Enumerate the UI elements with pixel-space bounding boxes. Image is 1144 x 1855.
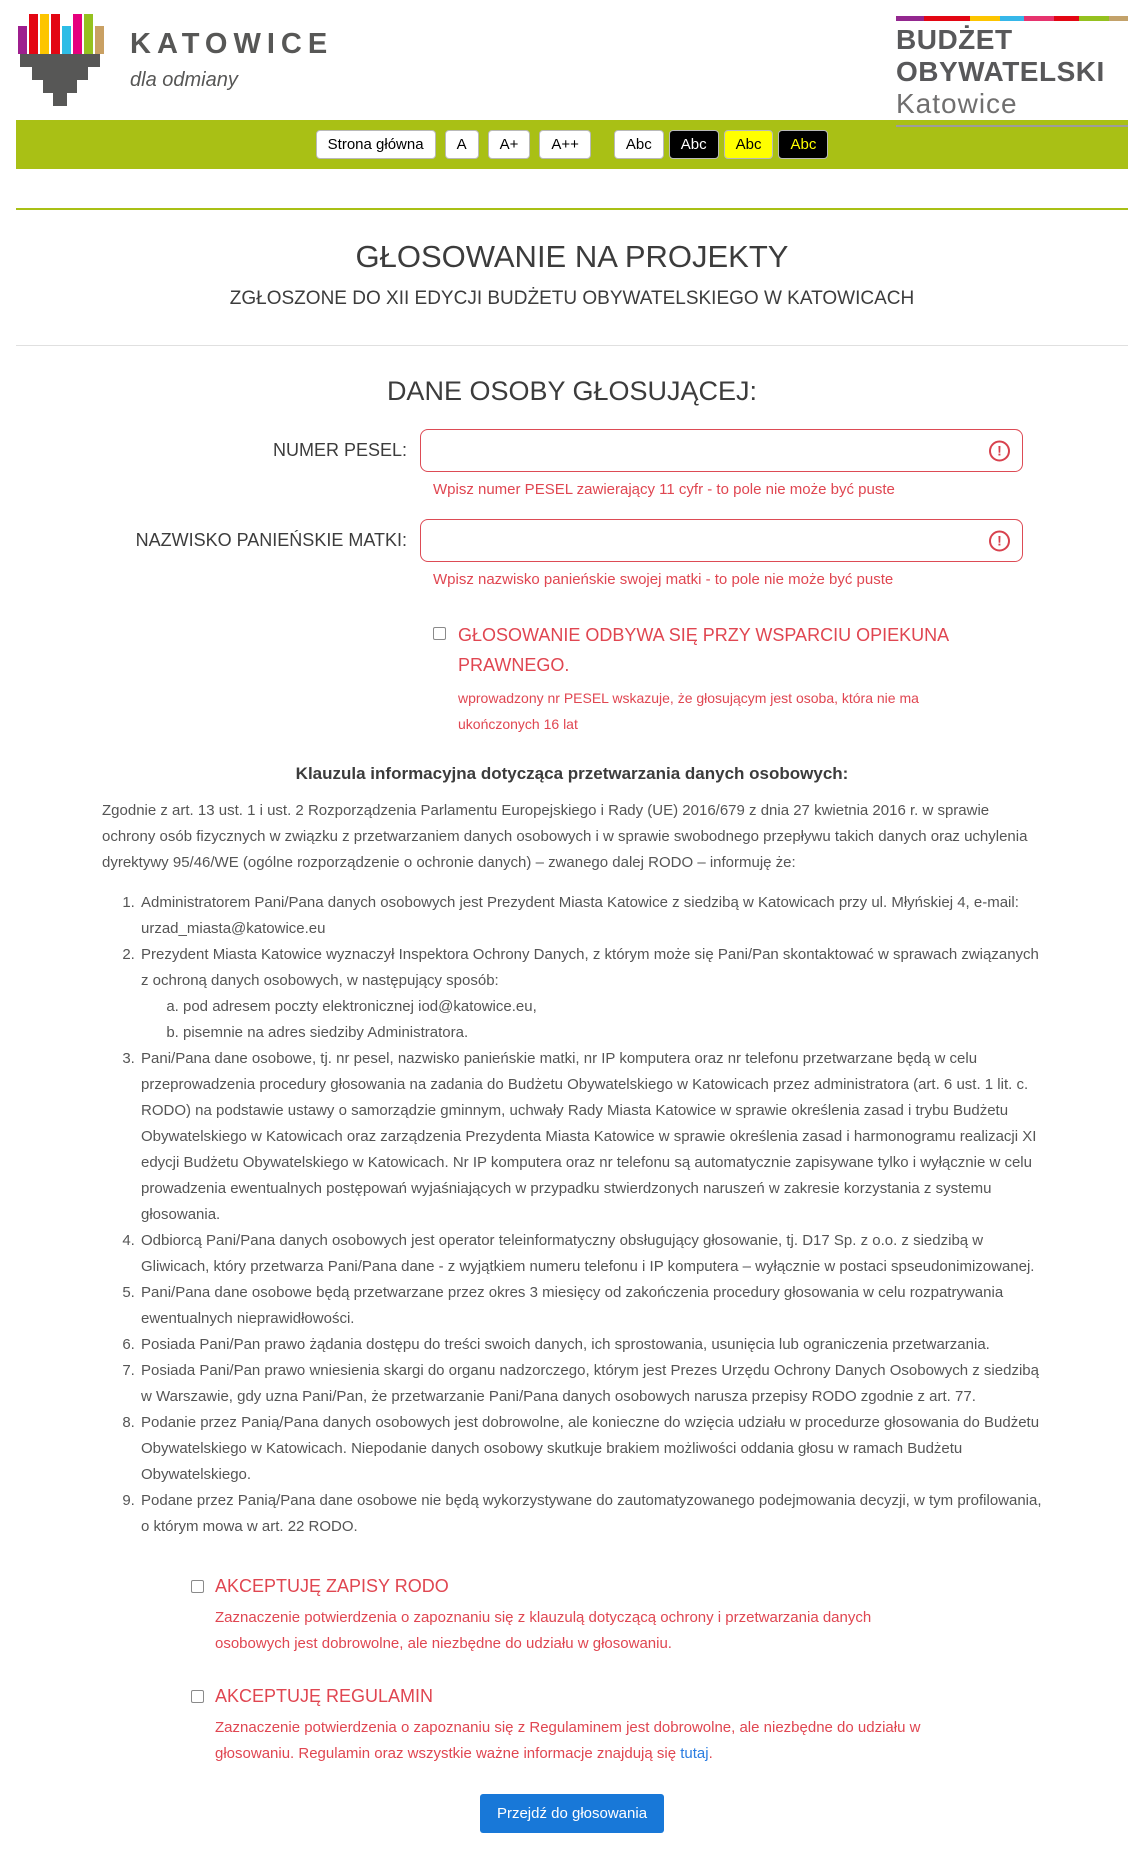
- logo-steps-pyramid: [16, 54, 104, 106]
- contrast-default-button[interactable]: Abc: [614, 130, 664, 159]
- maiden-name-field-row: [102, 519, 1042, 562]
- pesel-input[interactable]: [420, 429, 1023, 472]
- page-header: [0, 0, 1144, 120]
- logo-bar: [84, 14, 93, 54]
- maiden-name-input[interactable]: [420, 519, 1023, 562]
- clause-item: 3. Pani/Pana dane osobowe, tj. nr pesel, nazwisko panieńskie matki, nr IP komputera oraz nr telefonu przetwarzane będą w celu przeprowadzenia procedury głosowania na zadania do Budżetu Obywatelskiego w Katowicach przez administratora (art. 6 ust. 1 lit. c. RODO) na podstawie ustawy o samorządzie gminnym, uchwały Rady Miasta Katowice w sprawie określenia zasad i trybu Budżetu Obywatelskiego w Katowicach oraz zarządzenia Prezydenta Miasta Katowice w sprawie określenia zasad i harmonogramu realizacji XI edycji Budżetu Obywatelskiego w Katowicach. Nr IP komputera oraz nr telefonu są automatycznie zapisywane tylko i wyłącznie w celu prowadzenia ewentualnych postępowań wyjaśniających w przypadku stwierdzonych naruszeń w zakresie korzystania z systemu głosowania.: [139, 1046, 1042, 1228]
- katowice-logo-icon: [16, 12, 104, 106]
- logo-bar: [40, 14, 49, 54]
- rodo-checkbox[interactable]: [191, 1580, 204, 1593]
- logo-bar: [95, 26, 104, 54]
- contrast-buttons-group: [614, 130, 828, 159]
- guardian-note: wprowadzony nr PESEL wskazuje, że głosującym jest osoba, która nie ma ukończonych 16 lat: [458, 690, 919, 732]
- contrast-yellow-black-button[interactable]: Abc: [724, 130, 774, 159]
- katowice-logo-tagline: dla odmiany: [130, 69, 238, 91]
- clause-item: 6. Posiada Pani/Pan prawo żądania dostępu do treści swoich danych, ich sprostowania, usunięcia lub ograniczenia przetwarzania.: [139, 1332, 1042, 1358]
- contrast-black-yellow-button[interactable]: Abc: [778, 130, 828, 159]
- section-divider: [16, 345, 1128, 346]
- font-size-normal-button[interactable]: A: [445, 130, 479, 159]
- go-to-voting-button[interactable]: Przejdź do głosowania: [480, 1794, 664, 1833]
- error-exclamation-icon: !: [989, 530, 1010, 551]
- clause-item: 2. Prezydent Miasta Katowice wyznaczył Inspektora Ochrony Danych, z którym może się Pani/Pan skontaktować w sprawach związanych z ochroną danych osobowych, w następujący sposób: a. pod adresem poczty elektronicznej iod@katowice.eu, b. pisemnie na adres siedziby Administratora.: [139, 942, 1042, 1046]
- bo-logo-line2: OBYWATELSKI: [896, 56, 1105, 87]
- page-subtitle: ZGŁOSZONE DO XII EDYCJI BUDŻETU OBYWATELSKIEGO W KATOWICACH: [229, 288, 915, 309]
- clause-item: 1. Administratorem Pani/Pana danych osobowych jest Prezydent Miasta Katowice z siedzibą w Katowicach przy ul. Młyńskiej 4, e-mail: urzad_miasta@katowice.eu: [139, 890, 1042, 942]
- pesel-field-row: [102, 429, 1042, 472]
- maiden-name-error-message: Wpisz nazwisko panieńskie swojej matki - to pole nie może być puste: [433, 571, 894, 588]
- voter-data-heading: DANE OSOBY GŁOSUJĄCEJ:: [386, 376, 758, 406]
- main-content: [102, 376, 1042, 1855]
- budzet-obywatelski-logo: [896, 16, 1128, 127]
- logo-bar: [62, 26, 71, 54]
- clause-item: 5. Pani/Pana dane osobowe będą przetwarzane przez okres 3 miesięcy od zakończenia procedury głosowania w celu rozpatrywania ewentualnych nieprawidłowości.: [139, 1280, 1042, 1332]
- clause-item: 9. Podane przez Panią/Pana dane osobowe nie będą wykorzystywane do zautomatyzowanego podejmowania decyzji, w tym profilowania, o którym mowa w art. 22 RODO.: [139, 1488, 1042, 1540]
- regulamin-link[interactable]: tutaj: [680, 1745, 709, 1762]
- clause-sub-item: b. pisemnie na adres siedziby Administratora.: [183, 1020, 1042, 1046]
- bo-logo-line1: BUDŻET: [896, 24, 1013, 55]
- pesel-error-message: Wpisz numer PESEL zawierający 11 cyfr - to pole nie może być puste: [433, 481, 895, 498]
- clause-item: 8. Podanie przez Panią/Pana danych osobowych jest dobrowolne, ale konieczne do wzięcia udziału w procedurze głosowania do Budżetu Obywatelskiego w Katowicach. Niepodanie danych osobowy skutkuje brakiem możliwości oddania głosu w ramach Budżetu Obywatelskiego.: [139, 1410, 1042, 1488]
- logo-bar: [18, 26, 27, 54]
- clause-list: [102, 890, 1042, 1540]
- pesel-label: NUMER PESEL:: [272, 440, 407, 460]
- regulamin-checkbox-label: AKCEPTUJĘ REGULAMIN: [215, 1686, 434, 1706]
- clause-heading: Klauzula informacyjna dotycząca przetwarzania danych osobowych:: [295, 764, 849, 783]
- clause-sub-item: a. pod adresem poczty elektronicznej iod@katowice.eu,: [183, 994, 1042, 1020]
- regulamin-consent-block: [191, 1686, 1042, 1767]
- guardian-consent-row: [433, 620, 1042, 737]
- bo-logo-underline: [896, 125, 1128, 127]
- logo-bar: [51, 14, 60, 54]
- guardian-checkbox-label: GŁOSOWANIE ODBYWA SIĘ PRZY WSPARCIU OPIEKUNA PRAWNEGO.: [458, 625, 949, 675]
- clause-item: 7. Posiada Pani/Pan prawo wniesienia skargi do organu nadzorczego, którym jest Prezes Urzędu Ochrony Danych Osobowych z siedzibą w Warszawie, gdy uzna Pani/Pan, że przetwarzanie Pani/Pana danych osobowych narusza przepisy RODO zgodnie z art. 77.: [139, 1358, 1042, 1410]
- accessibility-navbar: [16, 120, 1128, 169]
- contrast-black-white-button[interactable]: Abc: [669, 130, 719, 159]
- clause-sub-list: [141, 994, 1042, 1046]
- green-divider-line: [16, 208, 1128, 210]
- font-size-large-button[interactable]: A+: [488, 130, 531, 159]
- katowice-logo: [16, 12, 333, 106]
- clause-item: 4. Odbiorcą Pani/Pana danych osobowych jest operator teleinformatyczny obsługujący głosowanie, tj. D17 Sp. z o.o. z siedzibą w Gliwicach, który przetwarza Pani/Pana dane - z wyjątkiem numeru telefonu i IP komputera – wyłącznie w postaci spseudonimizowanej.: [139, 1228, 1042, 1280]
- logo-bar: [29, 14, 38, 54]
- bo-logo-line3: Katowice: [896, 88, 1018, 119]
- maiden-name-label: NAZWISKO PANIEŃSKIE MATKI:: [135, 530, 407, 550]
- clause-intro: Zgodnie z art. 13 ust. 1 i ust. 2 Rozporządzenia Parlamentu Europejskiego i Rady (UE) 2016/679 z dnia 27 kwietnia 2016 r. w sprawie ochrony osób fizycznych w związku z przetwarzaniem danych osobowych i w sprawie swobodnego przepływu takich danych oraz uchylenia dyrektywy 95/46/WE (ogólne rozporządzenie o ochronie danych) – zwanego dalej RODO – informuję że:: [102, 802, 1028, 871]
- katowice-logo-title: KATOWICE: [130, 28, 334, 60]
- rodo-consent-note: Zaznaczenie potwierdzenia o zapoznaniu się z klauzulą dotyczącą ochrony i przetwarzania danych osobowych jest dobrowolne, ale niezbędne do udziału w głosowaniu.: [215, 1609, 872, 1652]
- rodo-checkbox-label: AKCEPTUJĘ ZAPISY RODO: [215, 1576, 449, 1596]
- error-exclamation-icon: !: [989, 440, 1010, 461]
- logo-bar: [73, 14, 82, 54]
- bo-logo-stripe: [896, 16, 1128, 21]
- guardian-checkbox[interactable]: [433, 627, 446, 640]
- page-title: GŁOSOWANIE NA PROJEKTY: [355, 239, 789, 274]
- home-button[interactable]: Strona główna: [316, 130, 436, 159]
- rodo-consent-block: [191, 1576, 1042, 1657]
- regulamin-consent-note: Zaznaczenie potwierdzenia o zapoznaniu się z Regulaminem jest dobrowolne, ale niezbędne do udziału w głosowaniu. Regulamin oraz wszystkie ważne informacje znajdują się tutaj.: [215, 1719, 921, 1762]
- font-size-largest-button[interactable]: A++: [539, 130, 591, 159]
- regulamin-checkbox[interactable]: [191, 1690, 204, 1703]
